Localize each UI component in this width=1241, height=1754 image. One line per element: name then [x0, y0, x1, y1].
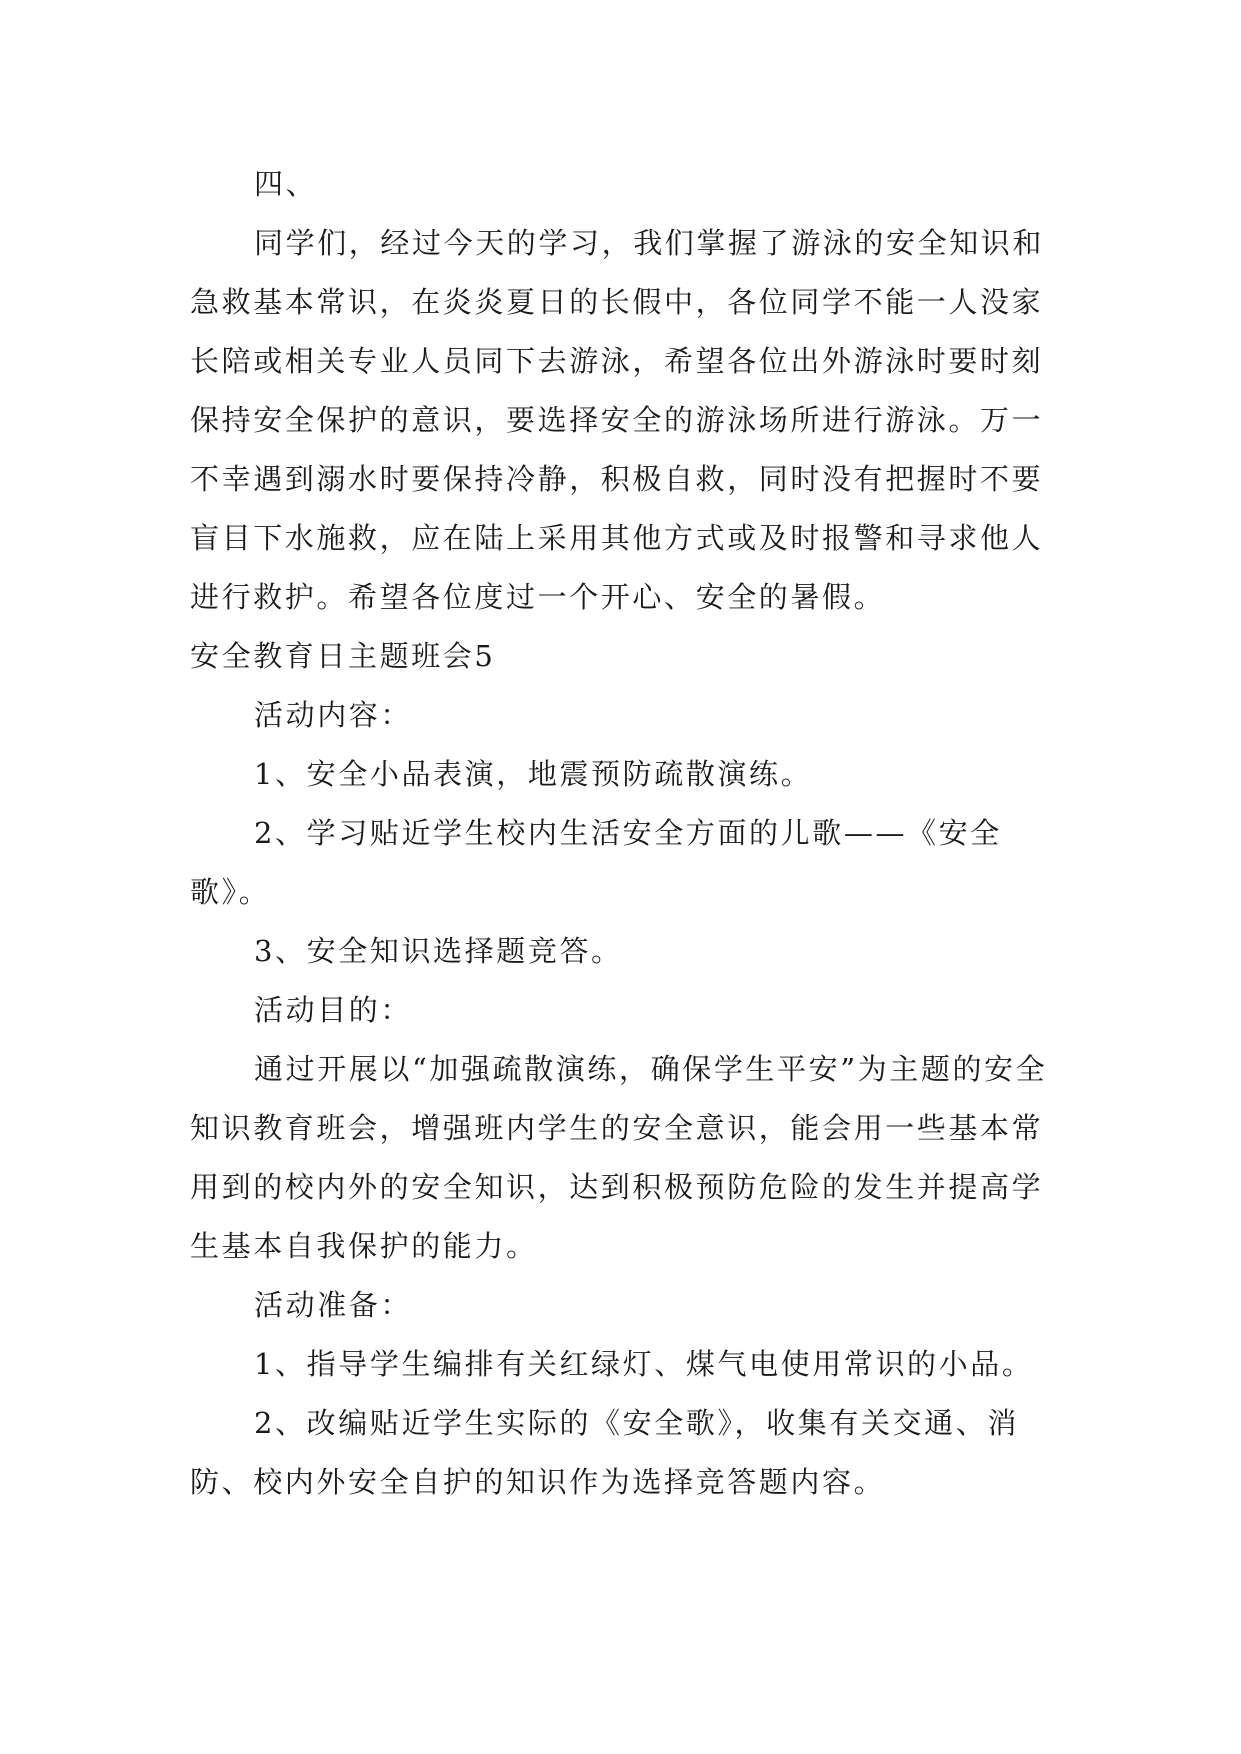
activity-goal-label: 活动目的： — [254, 993, 413, 1027]
activity-item-2: 2、学习贴近学生校内生活安全方面的儿歌——《安全歌》。 — [190, 816, 1002, 909]
document-page — [190, 155, 1070, 1512]
prep-item-2: 2、改编贴近学生实际的《安全歌》，收集有关交通、消防、校内外安全自护的知识作为选择竞答题内容。 — [190, 1406, 1019, 1499]
activity-item-1: 1、安全小品表演，地震预防疏散演练。 — [254, 757, 813, 791]
activity-prep-label: 活动准备： — [254, 1288, 413, 1322]
prep-item-1: 1、指导学生编排有关红绿灯、煤气电使用常识的小品。 — [254, 1347, 1034, 1381]
section-heading: 安全教育日主题班会5 — [190, 639, 496, 673]
summary-paragraph: 同学们，经过今天的学习，我们掌握了游泳的安全知识和急救基本常识，在炎炎夏日的长假中，各位同学不能一人没家长陪或相关专业人员同下去游泳，希望各位出外游泳时要时刻保持安全保护的意识，要选择安全的游泳场所进行游泳。万一不幸遇到溺水时要保持冷静，积极自救，同时没有把握时不要盲目下水施救，应在陆上采用其他方式或及时报警和寻求他人进行救护。希望各位度过一个开心、安全的暑假。 — [190, 226, 1045, 614]
activity-goal-paragraph: 通过开展以“加强疏散演练，确保学生平安”为主题的安全知识教育班会，增强班内学生的安全意识，能会用一些基本常用到的校内外的安全知识，达到积极预防危险的发生并提高学生基本自我保护的能力。 — [190, 1052, 1048, 1263]
activity-content-label: 活动内容： — [254, 698, 413, 732]
section-number: 四、 — [254, 167, 318, 201]
activity-item-3: 3、安全知识选择题竞答。 — [254, 934, 623, 968]
